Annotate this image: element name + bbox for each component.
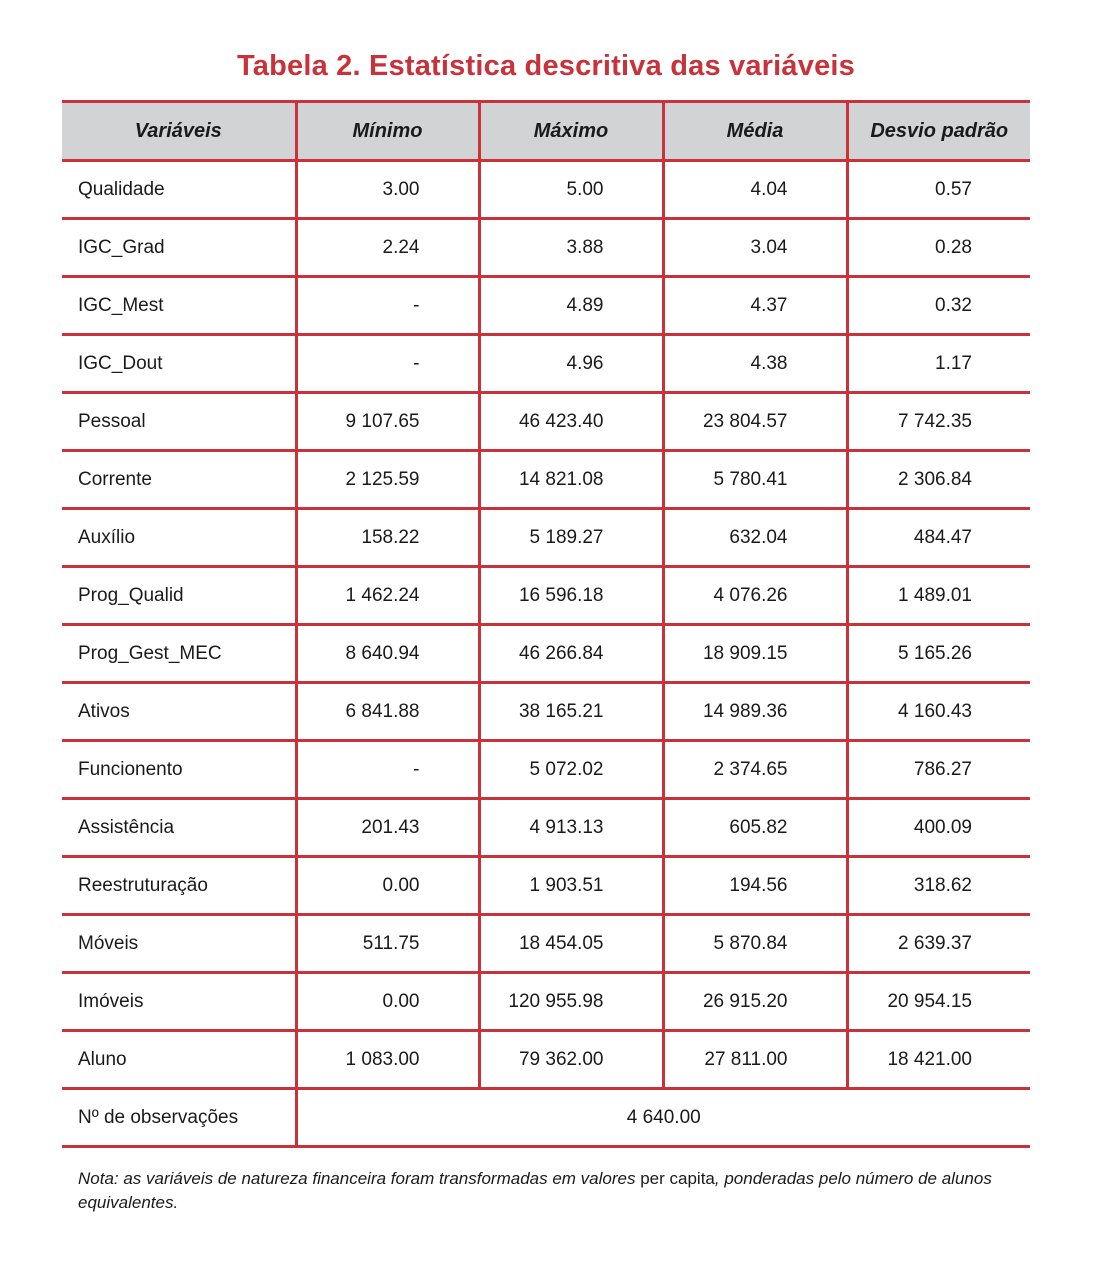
cell-maximum: 14 821.08 — [479, 451, 663, 509]
cell-minimum: 2.24 — [296, 219, 479, 277]
cell-minimum: 158.22 — [296, 509, 479, 567]
cell-maximum: 16 596.18 — [479, 567, 663, 625]
note-text-end: , ponderadas pelo número de alunos equivalentes. — [78, 1169, 992, 1212]
cell-maximum: 5 072.02 — [479, 741, 663, 799]
cell-variable: IGC_Grad — [62, 219, 296, 277]
cell-variable: Assistência — [62, 799, 296, 857]
cell-minimum: - — [296, 741, 479, 799]
cell-maximum: 79 362.00 — [479, 1031, 663, 1089]
cell-maximum: 5.00 — [479, 161, 663, 219]
note-per-capita: per capita — [640, 1169, 715, 1188]
descriptive-statistics-table — [62, 100, 1030, 1148]
table-title: Tabela 2. Estatística descritiva das variáveis — [236, 50, 856, 82]
cell-std-dev: 18 421.00 — [847, 1031, 1030, 1089]
cell-minimum: 0.00 — [296, 857, 479, 915]
cell-minimum: 511.75 — [296, 915, 479, 973]
cell-mean: 23 804.57 — [663, 393, 847, 451]
header-maximo: Máximo — [479, 102, 663, 161]
note-text-start: Nota: as variáveis de natureza financeira foram transformadas em valores — [78, 1169, 641, 1188]
table-row — [62, 451, 1030, 509]
cell-variable: Pessoal — [62, 393, 296, 451]
cell-mean: 4.37 — [663, 277, 847, 335]
cell-minimum: 0.00 — [296, 973, 479, 1031]
table-note — [78, 1167, 1018, 1215]
cell-mean: 27 811.00 — [663, 1031, 847, 1089]
cell-maximum: 46 423.40 — [479, 393, 663, 451]
cell-mean: 2 374.65 — [663, 741, 847, 799]
cell-mean: 605.82 — [663, 799, 847, 857]
header-desvio-padrao: Desvio padrão — [847, 102, 1030, 161]
cell-maximum: 120 955.98 — [479, 973, 663, 1031]
table-row — [62, 625, 1030, 683]
cell-variable: IGC_Mest — [62, 277, 296, 335]
observations-row — [62, 1089, 1030, 1147]
cell-minimum: 9 107.65 — [296, 393, 479, 451]
cell-std-dev: 7 742.35 — [847, 393, 1030, 451]
cell-std-dev: 0.32 — [847, 277, 1030, 335]
cell-std-dev: 4 160.43 — [847, 683, 1030, 741]
table-row — [62, 567, 1030, 625]
cell-mean: 18 909.15 — [663, 625, 847, 683]
cell-variable: Qualidade — [62, 161, 296, 219]
cell-minimum: 2 125.59 — [296, 451, 479, 509]
table-row — [62, 219, 1030, 277]
cell-minimum: 1 083.00 — [296, 1031, 479, 1089]
cell-variable: Funcionento — [62, 741, 296, 799]
cell-std-dev: 786.27 — [847, 741, 1030, 799]
table-row — [62, 277, 1030, 335]
table-row — [62, 857, 1030, 915]
cell-std-dev: 318.62 — [847, 857, 1030, 915]
table-row — [62, 799, 1030, 857]
cell-std-dev: 0.57 — [847, 161, 1030, 219]
cell-mean: 4.38 — [663, 335, 847, 393]
cell-variable: Corrente — [62, 451, 296, 509]
cell-maximum: 5 189.27 — [479, 509, 663, 567]
table-row — [62, 393, 1030, 451]
cell-mean: 194.56 — [663, 857, 847, 915]
table-body — [62, 161, 1030, 1089]
cell-std-dev: 1.17 — [847, 335, 1030, 393]
cell-variable: Auxílio — [62, 509, 296, 567]
table-row — [62, 335, 1030, 393]
cell-maximum: 38 165.21 — [479, 683, 663, 741]
cell-mean: 26 915.20 — [663, 973, 847, 1031]
cell-minimum: 3.00 — [296, 161, 479, 219]
cell-mean: 4 076.26 — [663, 567, 847, 625]
cell-variable: Prog_Qualid — [62, 567, 296, 625]
cell-std-dev: 0.28 — [847, 219, 1030, 277]
cell-mean: 632.04 — [663, 509, 847, 567]
cell-minimum: 1 462.24 — [296, 567, 479, 625]
table-row — [62, 161, 1030, 219]
cell-std-dev: 400.09 — [847, 799, 1030, 857]
cell-std-dev: 484.47 — [847, 509, 1030, 567]
header-minimo: Mínimo — [296, 102, 479, 161]
cell-minimum: 6 841.88 — [296, 683, 479, 741]
cell-std-dev: 1 489.01 — [847, 567, 1030, 625]
cell-maximum: 3.88 — [479, 219, 663, 277]
cell-mean: 5 870.84 — [663, 915, 847, 973]
header-row — [62, 102, 1030, 161]
cell-variable: Aluno — [62, 1031, 296, 1089]
observations-value: 4 640.00 — [296, 1089, 1030, 1147]
cell-std-dev: 20 954.15 — [847, 973, 1030, 1031]
table-row — [62, 1031, 1030, 1089]
cell-minimum: 201.43 — [296, 799, 479, 857]
cell-variable: Reestruturação — [62, 857, 296, 915]
table-row — [62, 683, 1030, 741]
cell-std-dev: 2 639.37 — [847, 915, 1030, 973]
cell-maximum: 1 903.51 — [479, 857, 663, 915]
cell-mean: 5 780.41 — [663, 451, 847, 509]
cell-minimum: - — [296, 277, 479, 335]
cell-variable: IGC_Dout — [62, 335, 296, 393]
cell-maximum: 4.96 — [479, 335, 663, 393]
cell-variable: Ativos — [62, 683, 296, 741]
cell-mean: 14 989.36 — [663, 683, 847, 741]
cell-std-dev: 5 165.26 — [847, 625, 1030, 683]
cell-variable: Móveis — [62, 915, 296, 973]
cell-variable: Imóveis — [62, 973, 296, 1031]
cell-maximum: 4.89 — [479, 277, 663, 335]
table-row — [62, 509, 1030, 567]
cell-maximum: 4 913.13 — [479, 799, 663, 857]
cell-maximum: 18 454.05 — [479, 915, 663, 973]
cell-minimum: - — [296, 335, 479, 393]
cell-mean: 4.04 — [663, 161, 847, 219]
cell-mean: 3.04 — [663, 219, 847, 277]
cell-variable: Prog_Gest_MEC — [62, 625, 296, 683]
header-variaveis: Variáveis — [62, 102, 296, 161]
header-media: Média — [663, 102, 847, 161]
table-row — [62, 973, 1030, 1031]
observations-label: Nº de observações — [62, 1089, 296, 1147]
cell-std-dev: 2 306.84 — [847, 451, 1030, 509]
table-row — [62, 741, 1030, 799]
table-row — [62, 915, 1030, 973]
cell-minimum: 8 640.94 — [296, 625, 479, 683]
cell-maximum: 46 266.84 — [479, 625, 663, 683]
